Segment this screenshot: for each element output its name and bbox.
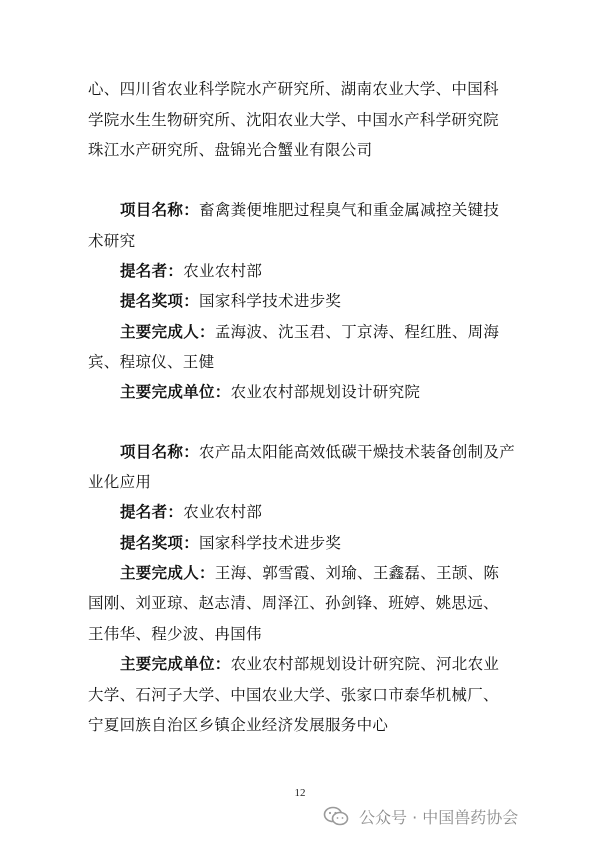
project2-people-line-3: 王伟华、程少波、冉国伟	[88, 625, 262, 643]
project1-award	[120, 291, 530, 311]
project2-nominator	[120, 502, 530, 522]
people-text: 孟海波、沈玉君、丁京涛、程红胜、周海	[214, 323, 500, 341]
project-name-text: 农产品太阳能高效低碳干燥技术装备创制及产	[199, 443, 516, 461]
nominator-text: 农业农村部	[183, 503, 263, 521]
project1-people-line-2: 宾、程琼仪、王健	[88, 353, 215, 371]
continuation-line-3: 珠江水产研究所、盘锦光合蟹业有限公司	[88, 141, 373, 159]
project2-units	[120, 654, 530, 674]
page-number: 12	[294, 787, 306, 799]
project2-people-line-2: 国刚、刘亚琼、赵志清、周泽江、孙剑锋、班婷、姚思远、	[88, 594, 499, 612]
project-name-label: 项目名称：	[120, 201, 200, 219]
project1-name-line-2: 术研究	[88, 232, 136, 250]
continuation-line-1: 心、四川省农业科学院水产研究所、湖南农业大学、中国科	[88, 80, 499, 98]
project2-units-line-2: 大学、石河子大学、中国农业大学、张家口市泰华机械厂、	[88, 686, 499, 704]
award-label: 提名奖项：	[120, 534, 200, 552]
project2-units-line-3: 宁夏回族自治区乡镇企业经济发展服务中心	[88, 716, 389, 734]
nominator-text: 农业农村部	[183, 262, 263, 280]
project2-name	[120, 442, 530, 462]
nominator-label: 提名者：	[120, 262, 184, 280]
units-label: 主要完成单位：	[120, 655, 231, 673]
wechat-icon	[323, 806, 349, 826]
project2-name-line-2: 业化应用	[88, 473, 152, 491]
award-text: 国家科学技术进步奖	[199, 292, 342, 310]
watermark-text: 公众号 · 中国兽药协会	[359, 807, 519, 827]
project1-units	[120, 382, 530, 402]
nominator-label: 提名者：	[120, 503, 184, 521]
project2-award	[120, 533, 530, 553]
project1-people	[120, 322, 530, 342]
continuation-line-2: 学院水生生物研究所、沈阳农业大学、中国水产科学研究院	[88, 111, 499, 129]
award-text: 国家科学技术进步奖	[199, 534, 342, 552]
units-label: 主要完成单位：	[120, 383, 231, 401]
people-text: 王海、郭雪霞、刘瑜、王鑫磊、王颉、陈	[214, 564, 500, 582]
project-name-text: 畜禽粪便堆肥过程臭气和重金属减控关键技	[199, 201, 500, 219]
units-text: 农业农村部规划设计研究院、河北农业	[230, 655, 500, 673]
project2-people	[120, 563, 530, 583]
units-text: 农业农村部规划设计研究院	[230, 383, 421, 401]
project1-name	[120, 200, 530, 220]
people-label: 主要完成人：	[120, 564, 215, 582]
project1-nominator	[120, 261, 530, 281]
award-label: 提名奖项：	[120, 292, 200, 310]
project-name-label: 项目名称：	[120, 443, 200, 461]
watermark	[323, 804, 518, 828]
people-label: 主要完成人：	[120, 323, 215, 341]
